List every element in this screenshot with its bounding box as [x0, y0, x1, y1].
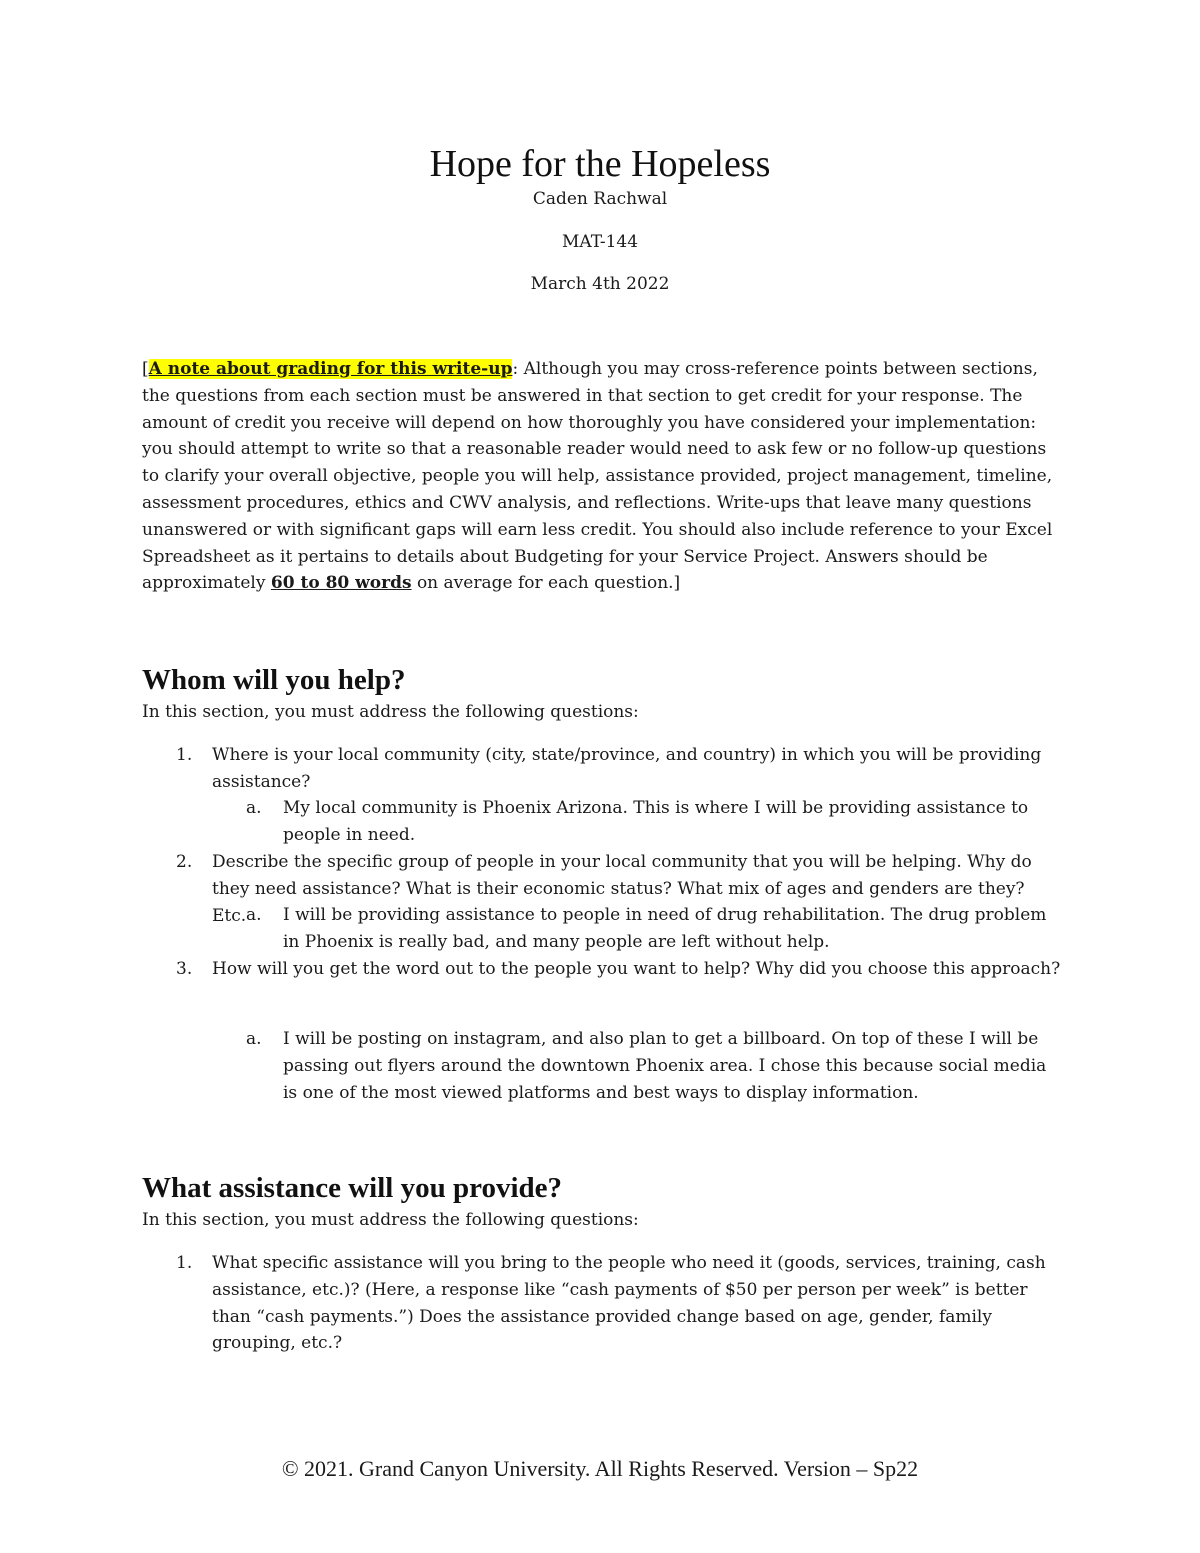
document-title: Hope for the Hopeless	[429, 143, 771, 185]
copyright-footer: © 2021. Grand Canyon University. All Rights Reserved. Version – Sp22	[281, 1456, 919, 1481]
question-number: 1.	[176, 1253, 193, 1273]
answer-item	[246, 902, 1058, 956]
question-number: 1.	[176, 745, 193, 765]
question-item	[176, 956, 1062, 983]
answer-text: My local community is Phoenix Arizona. This is where I will be providing assistance to people in need.	[283, 798, 1029, 845]
answer-text: I will be posting on instagram, and also plan to get a billboard. On top of these I will be passing out flyers around the downtown Phoenix area. I chose this because social media is one of the most viewed platforms and best ways to display information.	[283, 1029, 1047, 1103]
section-heading-assistance: What assistance will you provide?	[142, 1172, 563, 1204]
answer-label: a.	[246, 1029, 262, 1049]
question-number: 3.	[176, 959, 193, 979]
answer-label: a.	[246, 905, 262, 925]
question-item	[176, 742, 1062, 796]
word-count-emphasis: 60 to 80 words	[270, 573, 412, 594]
grading-note-text-b: on average for each question.]	[411, 573, 681, 594]
question-item	[176, 1250, 1062, 1357]
note-open-bracket: [	[142, 359, 149, 379]
question-text: What specific assistance will you bring to the people who need it (goods, services, training, cash assistance, etc.)? (Here, a response like “cash payments of $50 per person per week” is better than “cash payments.”) Does the assistance provided change based on age, gender, family grouping, etc.?	[212, 1253, 1046, 1354]
grading-note	[142, 356, 1060, 597]
section-intro-whom: In this section, you must address the following questions:	[142, 702, 639, 722]
author-name: Caden Rachwal	[532, 189, 668, 209]
question-text: Where is your local community (city, state/province, and country) in which you will be providing assistance?	[212, 745, 1042, 792]
question-text: Describe the specific group of people in your local community that you will be helping. Why do they need assistance? What is their economic status? What mix of ages and genders are they? Etc.	[212, 852, 1032, 926]
answer-item	[246, 795, 1058, 849]
section-intro-assistance: In this section, you must address the following questions:	[142, 1210, 639, 1230]
grading-note-highlight: A note about grading for this write-up	[148, 359, 513, 379]
document-date: March 4th 2022	[530, 274, 670, 294]
question-number: 2.	[176, 852, 193, 872]
course-code: MAT-144	[561, 232, 639, 252]
answer-item	[246, 1026, 1058, 1106]
grading-note-text-a: : Although you may cross-reference points between sections, the questions from each section must be answered in that section to get credit for your response. The amount of credit you receive will depend on how thoroughly you have considered your implementation: you should attempt to write so that a reasonable reader would need to ask few or no follow-up questions to clarify your overall objective, people you will help, assistance provided, project management, timeline, assessment procedures, ethics and CWV analysis, and reflections. Write-ups that leave many questions unanswered or with significant gaps will earn less credit. You should also include reference to your Excel Spreadsheet as it pertains to details about Budgeting for your Service Project. Answers should be approximately	[142, 359, 1053, 594]
answer-label: a.	[246, 798, 262, 818]
question-text: How will you get the word out to the people you want to help? Why did you choose this approach?	[212, 959, 1061, 979]
answer-text: I will be providing assistance to people in need of drug rehabilitation. The drug problem in Phoenix is really bad, and many people are left without help.	[283, 905, 1047, 952]
section-heading-whom: Whom will you help?	[142, 664, 406, 696]
